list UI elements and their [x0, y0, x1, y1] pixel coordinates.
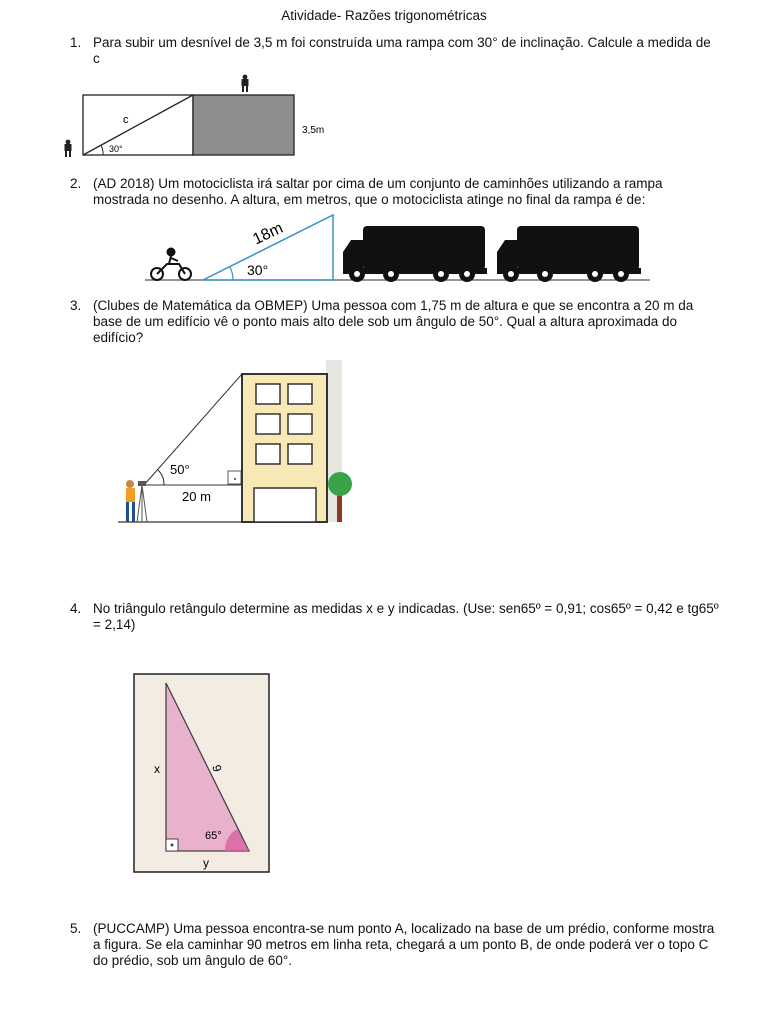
- angle-label: 30°: [109, 144, 123, 154]
- angle-label: 50°: [170, 462, 190, 477]
- question-number: 2.: [70, 176, 82, 191]
- question-text: (PUCCAMP) Uma pessoa encontra-se num ponto A, localizado na base de um prédio, conforme mostra a figura. Se ela caminhar 90 metros em linha reta, chegará a um ponto B, de onde poderá ver o topo C do prédio, sob um ângulo de 60°.: [93, 921, 715, 968]
- document-title: Atividade- Razões trigonométricas: [281, 8, 487, 23]
- question-2: [70, 176, 720, 208]
- truck-icon-1: [343, 226, 487, 282]
- x-label: x: [154, 762, 160, 776]
- figure-motorcycle-ramp: [145, 212, 655, 287]
- question-4: [70, 601, 720, 633]
- question-text: (Clubes de Matemática da OBMEP) Uma pessoa com 1,75 m de altura e que se encontra a 20 m da base de um edifício vê o ponto mais alto dele sob um ângulo de 50°. Qual a altura aproximada do edifício?: [93, 298, 694, 345]
- hyp-label: 9: [209, 763, 225, 774]
- question-text: No triângulo retângulo determine as medidas x e y indicadas. (Use: sen65º = 0,91; cos65º = 0,42 e tg65º = 2,14): [93, 601, 719, 632]
- y-label: y: [203, 856, 209, 870]
- person-icon-bottom: [65, 140, 72, 157]
- question-1: [70, 35, 720, 67]
- height-label: 3,5m: [302, 125, 325, 136]
- question-text: Para subir um desnível de 3,5 m foi construída uma rampa com 30° de inclinação. Calcule a medida de c: [93, 35, 711, 66]
- question-text: (AD 2018) Um motociclista irá saltar por cima de um conjunto de caminhões utilizando a rampa mostrada no desenho. A altura, em metros, que o motociclista atinge no final da rampa é de:: [93, 176, 663, 207]
- figure-ramp-building: [55, 72, 345, 162]
- person-icon-top: [242, 75, 249, 92]
- motorcycle-icon: [151, 249, 191, 281]
- truck-icon-2: [497, 226, 641, 282]
- question-number: 3.: [70, 298, 82, 313]
- hyp-label: c: [123, 114, 129, 126]
- distance-label: 20 m: [182, 489, 211, 504]
- question-5: [70, 921, 720, 969]
- hyp-label: 18m: [250, 219, 286, 249]
- angle-label: 30°: [247, 262, 269, 278]
- angle-label: 65°: [205, 830, 222, 842]
- question-number: 4.: [70, 601, 82, 616]
- figure-right-triangle: [133, 673, 273, 875]
- question-number: 5.: [70, 921, 82, 936]
- question-number: 1.: [70, 35, 82, 50]
- surveyor-icon: [126, 480, 147, 522]
- question-3: [70, 298, 720, 346]
- figure-building-angle: [118, 360, 358, 525]
